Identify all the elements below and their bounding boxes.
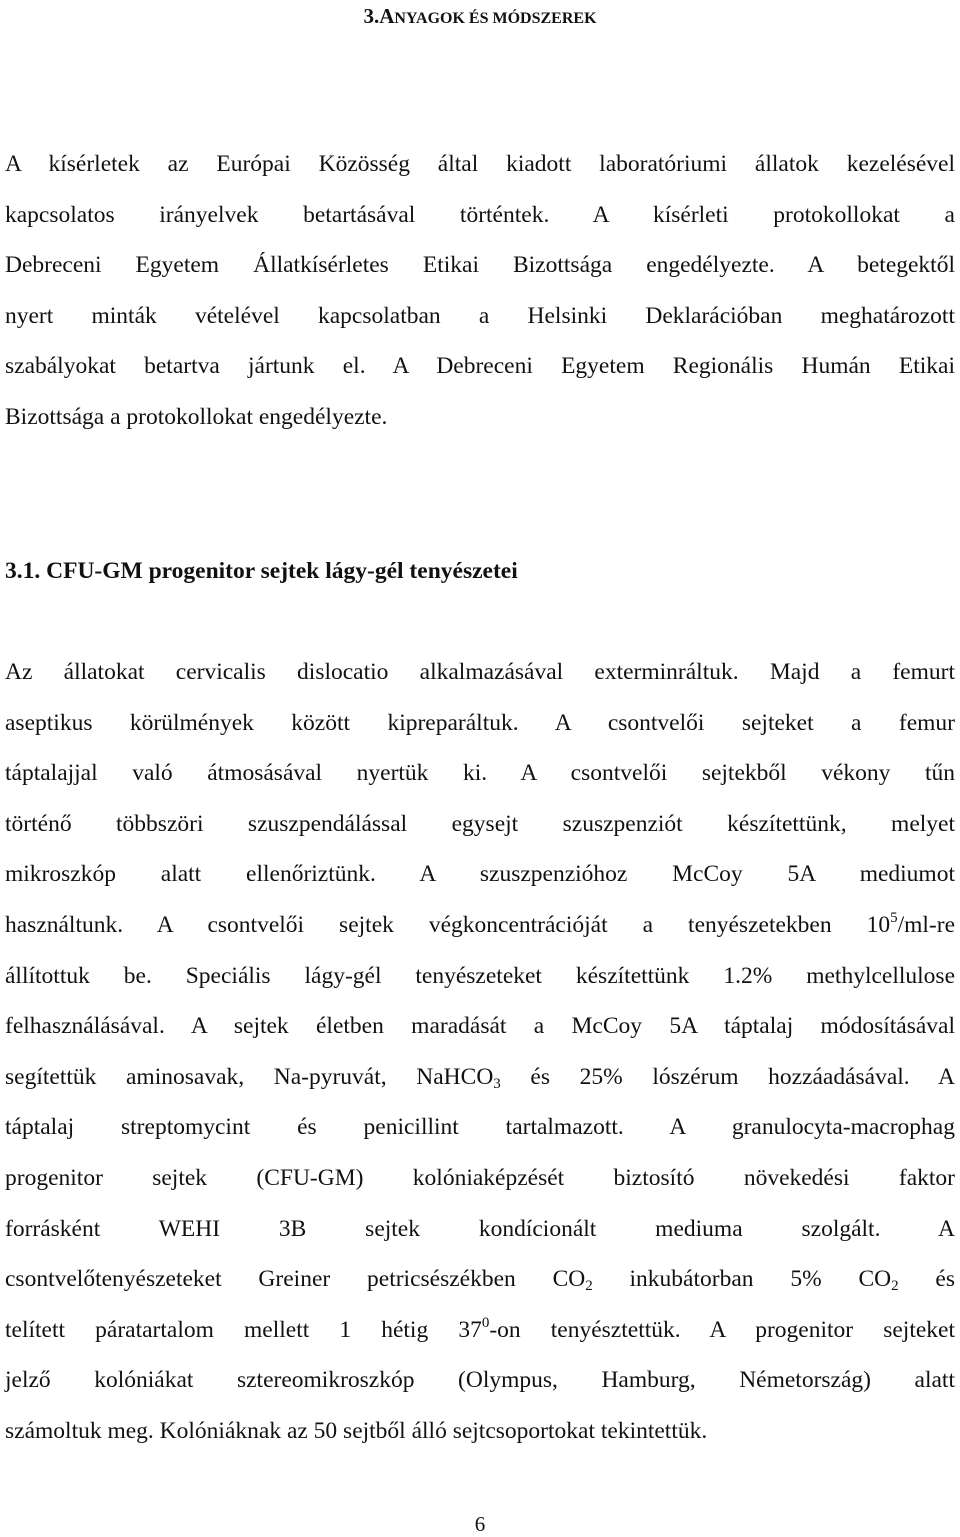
methods-line-16: számoltuk meg. Kolóniáknak az 50 sejtből álló sejtcsoportokat tekintettük.	[5, 1417, 708, 1444]
methods-line-14-text: telített páratartalom mellett 1 hétig 37	[5, 1316, 482, 1343]
methods-paragraph	[5, 647, 955, 1457]
chapter-title-rest: NYAGOK ÉS MÓDSZEREK	[394, 10, 597, 27]
nahco3-subscript: 3	[493, 1075, 501, 1092]
methods-line-9	[5, 1052, 955, 1103]
methods-line-8: felhasználásával. A sejtek életben maradását a McCoy 5A táptalaj módosításával	[5, 1013, 955, 1040]
methods-line-13-end: és	[898, 1266, 955, 1293]
intro-line-4: nyert minták vételével kapcsolatban a Helsinki Deklarációban meghatározott	[5, 302, 955, 329]
co2-subscript-1: 2	[585, 1278, 593, 1295]
methods-line-6	[5, 900, 955, 951]
methods-line-6-text: használtunk. A csontvelői sejtek végkoncentrációját a tenyészetekben 10	[5, 911, 891, 938]
methods-line-12: forrásként WEHI 3B sejtek kondícionált mediuma szolgált. A	[5, 1215, 955, 1242]
co2-subscript-2: 2	[891, 1278, 899, 1295]
methods-line-11: progenitor sejtek (CFU-GM) kolóniaképzését biztosító növekedési faktor	[5, 1164, 955, 1191]
methods-line-10: táptalaj streptomycint és penicillint tartalmazott. A granulocyta-macrophag	[5, 1114, 955, 1141]
chapter-title	[0, 2, 960, 33]
methods-line-13-text: csontvelőtenyészeteket Greiner petricsészékben CO	[5, 1266, 586, 1293]
methods-line-9-rest: és 25% lószérum hozzáadásával. A	[500, 1063, 955, 1090]
intro-line-3: Debreceni Egyetem Állatkísérletes Etikai Bizottsága engedélyezte. A betegektől	[5, 252, 955, 279]
methods-line-14-rest: -on tenyésztettük. A progenitor sejteket	[489, 1316, 955, 1343]
methods-line-13-mid: inkubátorban 5% CO	[592, 1266, 892, 1293]
section-heading: 3.1. CFU-GM progenitor sejtek lágy-gél tenyészetei	[5, 558, 518, 584]
chapter-number: 3.	[363, 4, 380, 28]
methods-line-9-text: segítettük aminosavak, Na-pyruvát, NaHCO	[5, 1063, 494, 1090]
intro-line-6: Bizottsága a protokollokat engedélyezte.	[5, 403, 388, 430]
methods-line-5: mikroszkóp alatt ellenőriztünk. A szuszpenzióhoz McCoy 5A mediumot	[5, 861, 955, 888]
intro-line-5: szabályokat betartva jártunk el. A Debreceni Egyetem Regionális Humán Etikai	[5, 353, 955, 380]
methods-line-1: Az állatokat cervicalis dislocatio alkalmazásával exterminráltuk. Majd a femurt	[5, 659, 955, 685]
methods-line-15: jelző kolóniákat sztereomikroszkóp (Olympus, Hamburg, Németország) alatt	[5, 1367, 955, 1394]
intro-line-1: A kísérletek az Európai Közösség által kiadott laboratóriumi állatok kezelésével	[5, 151, 955, 177]
methods-line-14	[5, 1305, 955, 1356]
methods-line-13	[5, 1254, 955, 1305]
degree-superscript: 0	[481, 1314, 490, 1331]
methods-line-6-unit: /ml-re	[897, 911, 955, 938]
concentration-exponent: 5	[890, 909, 898, 926]
methods-line-2: aseptikus körülmények között kipreparáltuk. A csontvelői sejteket a femur	[5, 709, 955, 736]
intro-line-2: kapcsolatos irányelvek betartásával történtek. A kísérleti protokollokat a	[5, 201, 955, 228]
intro-paragraph	[5, 139, 955, 443]
methods-line-4: történő többszöri szuszpendálással egysejt szuszpenziót készítettünk, melyet	[5, 810, 955, 837]
methods-line-3: táptalajjal való átmosásával nyertük ki. A csontvelői sejtekből vékony tűn	[5, 760, 955, 787]
page-number: 6	[474, 1512, 486, 1536]
chapter-title-initial: A	[379, 4, 395, 28]
methods-line-7: állítottuk be. Speciális lágy-gél tenyészeteket készítettünk 1.2% methylcellulose	[5, 962, 955, 989]
